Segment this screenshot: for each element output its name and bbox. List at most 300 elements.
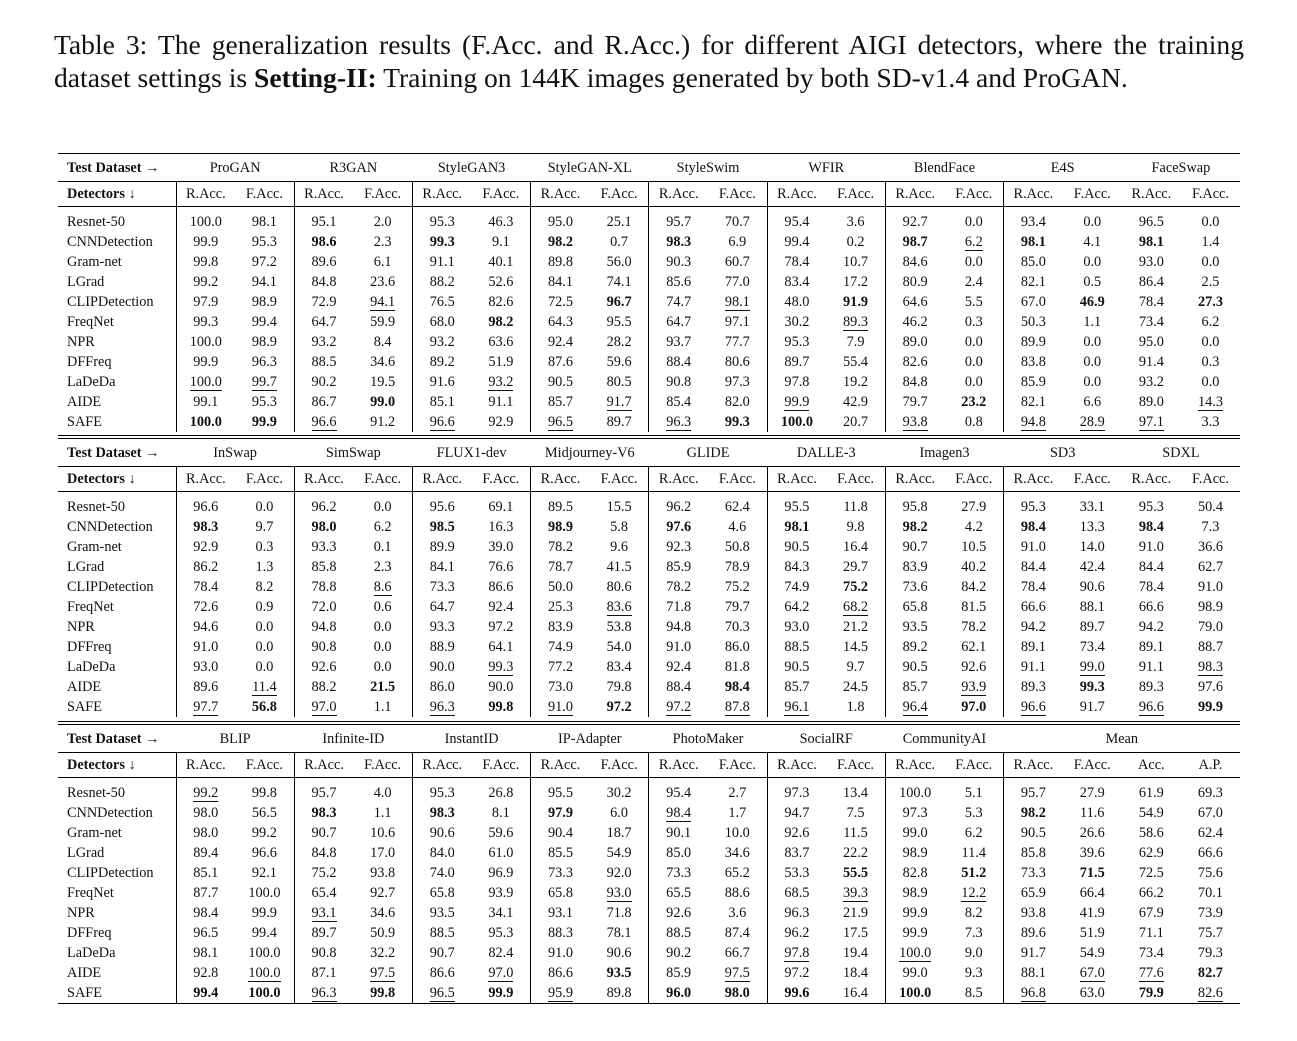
table-cell — [590, 597, 649, 617]
cell-value: 0.0 — [1083, 354, 1102, 370]
cell-value: 95.8 — [902, 499, 928, 515]
table-row — [58, 677, 1240, 697]
table-cell — [767, 207, 826, 233]
cell-value: 56.8 — [251, 699, 277, 715]
table-cell — [649, 517, 708, 537]
cell-value: 96.9 — [488, 865, 514, 881]
table-cell — [649, 537, 708, 557]
caption-suffix: Training on 144K images generated by both SD-v1.4 and ProGAN. — [376, 62, 1128, 93]
detector-name: AIDE — [67, 394, 102, 410]
table-cell — [590, 392, 649, 412]
table-cell — [1004, 292, 1063, 312]
cell-value: 95.5 — [606, 314, 632, 330]
table-cell — [885, 637, 944, 657]
cell-value: 0.3 — [964, 314, 983, 330]
cell-value: 93.2 — [429, 334, 455, 350]
cell-value: 92.1 — [251, 865, 277, 881]
cell-value: 91.1 — [1020, 659, 1046, 675]
table-cell — [1122, 823, 1181, 843]
table-cell — [531, 557, 590, 577]
table-cell — [944, 372, 1003, 392]
cell-value: 95.4 — [784, 214, 810, 230]
cell-value: 0.0 — [373, 659, 392, 675]
cell-value: 83.6 — [606, 599, 632, 615]
cell-value: 85.0 — [1020, 254, 1046, 270]
cell-value: 85.9 — [666, 559, 692, 575]
cell-value: 88.7 — [1197, 639, 1223, 655]
table-cell — [590, 492, 649, 518]
detector-name: LaDeDa — [67, 945, 116, 961]
table-cell — [1004, 207, 1063, 233]
cell-value: 99.9 — [1197, 699, 1223, 715]
table-cell — [767, 778, 826, 804]
cell-value: 86.2 — [193, 559, 219, 575]
cell-value: 89.9 — [1020, 334, 1046, 350]
cell-value: 85.8 — [1020, 845, 1046, 861]
cell-value: 1.8 — [846, 699, 865, 715]
table-cell — [1181, 252, 1240, 272]
table-cell — [235, 923, 294, 943]
dataset-name: PhotoMaker — [649, 723, 767, 753]
table-row — [58, 412, 1240, 432]
table-cell — [353, 372, 412, 392]
table-cell — [412, 983, 471, 1004]
cell-value: 67.0 — [1197, 805, 1223, 821]
table-cell — [767, 697, 826, 717]
cell-value: 74.1 — [606, 274, 632, 290]
detector-name: CLIPDetection — [67, 579, 154, 595]
detector-name: CNNDetection — [67, 805, 153, 821]
detector-name: FreqNet — [67, 314, 114, 330]
cell-value: 56.0 — [606, 254, 632, 270]
table-cell — [590, 292, 649, 312]
table-cell — [1063, 332, 1122, 352]
cell-value: 96.5 — [429, 985, 455, 1001]
cell-value: 64.1 — [488, 639, 514, 655]
cell-value: 89.3 — [1138, 679, 1164, 695]
table-cell — [1181, 883, 1240, 903]
table-cell — [590, 517, 649, 537]
table-cell — [176, 332, 235, 352]
metric-label: F.Acc. — [1181, 182, 1240, 207]
cell-value: 13.3 — [1079, 519, 1105, 535]
cell-value: 30.2 — [606, 785, 632, 801]
table-cell — [1181, 272, 1240, 292]
detector-name: SAFE — [67, 699, 102, 715]
table-cell — [1122, 352, 1181, 372]
cell-value: 7.3 — [1201, 519, 1220, 535]
cell-value: 34.6 — [724, 845, 750, 861]
table-cell — [767, 677, 826, 697]
cell-value: 17.5 — [843, 925, 869, 941]
cell-value: 0.0 — [255, 659, 274, 675]
table-cell — [531, 657, 590, 677]
table-cell — [885, 312, 944, 332]
cell-value: 6.2 — [1201, 314, 1220, 330]
table-cell — [885, 392, 944, 412]
cell-value: 0.0 — [255, 499, 274, 515]
cell-value: 99.3 — [724, 414, 750, 430]
cell-value: 97.9 — [193, 294, 219, 310]
detectors-label: Detectors ↓ — [58, 753, 176, 778]
cell-value: 62.9 — [1138, 845, 1164, 861]
cell-value: 36.6 — [1197, 539, 1223, 555]
cell-value: 96.3 — [784, 905, 810, 921]
cell-value: 75.6 — [1197, 865, 1223, 881]
cell-value: 1.1 — [373, 699, 392, 715]
cell-value: 84.8 — [902, 374, 928, 390]
table-cell — [1063, 778, 1122, 804]
results-table-block-1 — [58, 153, 1240, 432]
cell-value: 77.6 — [1138, 965, 1164, 981]
table-cell — [826, 863, 885, 883]
table-cell — [472, 352, 531, 372]
table-cell — [235, 778, 294, 804]
cell-value: 90.5 — [784, 659, 810, 675]
table-cell — [1181, 778, 1240, 804]
cell-value: 0.0 — [373, 619, 392, 635]
cell-value: 99.3 — [429, 234, 455, 250]
cell-value: 33.1 — [1079, 499, 1105, 515]
cell-value: 90.3 — [666, 254, 692, 270]
cell-value: 89.7 — [311, 925, 337, 941]
table-cell — [1063, 272, 1122, 292]
cell-value: 28.2 — [606, 334, 632, 350]
table-cell — [1181, 392, 1240, 412]
cell-value: 10.5 — [961, 539, 987, 555]
table-row — [58, 392, 1240, 412]
detector-name: CLIPDetection — [67, 865, 154, 881]
table-cell — [826, 372, 885, 392]
table-cell — [412, 617, 471, 637]
detector-name: DFFreq — [67, 354, 112, 370]
cell-value: 62.4 — [1197, 825, 1223, 841]
table-cell — [1004, 617, 1063, 637]
table-cell — [1063, 883, 1122, 903]
table-cell — [176, 272, 235, 292]
metric-label: R.Acc. — [412, 753, 471, 778]
table-cell — [1122, 232, 1181, 252]
cell-value: 99.0 — [902, 825, 928, 841]
cell-value: 94.7 — [784, 805, 810, 821]
cell-value: 92.9 — [193, 539, 219, 555]
table-cell — [1004, 963, 1063, 983]
cell-value: 98.5 — [429, 519, 455, 535]
table-cell — [1122, 292, 1181, 312]
table-cell — [472, 778, 531, 804]
table-cell — [1122, 943, 1181, 963]
cell-value: 66.7 — [724, 945, 750, 961]
dataset-header-row — [58, 723, 1240, 753]
metric-header-row — [58, 182, 1240, 207]
cell-value: 10.0 — [724, 825, 750, 841]
cell-value: 97.3 — [902, 805, 928, 821]
table-cell — [708, 332, 767, 352]
table-cell — [885, 412, 944, 432]
table-cell — [1122, 903, 1181, 923]
table-cell — [472, 843, 531, 863]
table-cell — [1004, 332, 1063, 352]
table-row — [58, 312, 1240, 332]
cell-value: 97.2 — [784, 965, 810, 981]
cell-value: 96.2 — [666, 499, 692, 515]
table-cell — [885, 577, 944, 597]
table-cell — [472, 292, 531, 312]
caption-prefix: Table 3: The generalization results (F.Acc. and R.Acc.) for different AIGI detectors, where the training dataset settings is — [54, 29, 1244, 93]
cell-value: 82.0 — [724, 394, 750, 410]
table-cell — [649, 657, 708, 677]
table-cell — [944, 923, 1003, 943]
table-cell — [176, 843, 235, 863]
table-cell — [826, 272, 885, 292]
cell-value: 0.1 — [373, 539, 392, 555]
table-cell — [649, 903, 708, 923]
table-cell — [472, 252, 531, 272]
table-cell — [294, 577, 353, 597]
table-cell — [412, 803, 471, 823]
cell-value: 0.0 — [1201, 254, 1220, 270]
cell-value: 69.1 — [488, 499, 514, 515]
table-cell — [1181, 537, 1240, 557]
table-cell — [294, 863, 353, 883]
cell-value: 8.1 — [491, 805, 510, 821]
table-row — [58, 332, 1240, 352]
table-cell — [1063, 803, 1122, 823]
cell-value: 50.8 — [724, 539, 750, 555]
table-cell — [176, 207, 235, 233]
table-cell — [235, 943, 294, 963]
cell-value: 86.6 — [488, 579, 514, 595]
cell-value: 94.1 — [251, 274, 277, 290]
table-cell — [885, 232, 944, 252]
metric-label: R.Acc. — [176, 182, 235, 207]
table-cell — [412, 823, 471, 843]
table-cell — [472, 903, 531, 923]
cell-value: 8.2 — [964, 905, 983, 921]
table-cell — [531, 207, 590, 233]
cell-value: 23.6 — [370, 274, 396, 290]
table-cell — [767, 352, 826, 372]
metric-label: R.Acc. — [1004, 467, 1063, 492]
table-cell — [1181, 843, 1240, 863]
table-cell — [1181, 923, 1240, 943]
cell-value: 88.5 — [311, 354, 337, 370]
dataset-name: StyleGAN-XL — [531, 154, 649, 182]
cell-value: 73.4 — [1138, 314, 1164, 330]
detector-name: LaDeDa — [67, 659, 116, 675]
detector-name: CLIPDetection — [67, 294, 154, 310]
cell-value: 88.4 — [666, 679, 692, 695]
cell-value: 77.0 — [724, 274, 750, 290]
cell-value: 99.0 — [370, 394, 396, 410]
detector-name: Gram-net — [67, 254, 122, 270]
table-cell — [708, 903, 767, 923]
table-cell — [708, 963, 767, 983]
cell-value: 96.6 — [429, 414, 455, 430]
dataset-name: FLUX1-dev — [412, 437, 530, 467]
cell-value: 89.0 — [1138, 394, 1164, 410]
table-cell — [1181, 557, 1240, 577]
table-cell — [353, 537, 412, 557]
cell-value: 90.8 — [311, 639, 337, 655]
cell-value: 68.0 — [429, 314, 455, 330]
metric-label: R.Acc. — [176, 467, 235, 492]
detector-name: Gram-net — [67, 539, 122, 555]
cell-value: 78.2 — [961, 619, 987, 635]
cell-value: 10.6 — [370, 825, 396, 841]
cell-value: 96.0 — [666, 985, 692, 1001]
table-cell — [412, 697, 471, 717]
table-cell — [353, 923, 412, 943]
table-cell — [767, 803, 826, 823]
cell-value: 74.9 — [784, 579, 810, 595]
cell-value: 89.3 — [1020, 679, 1046, 695]
table-cell — [826, 252, 885, 272]
metric-label: F.Acc. — [708, 182, 767, 207]
table-cell — [708, 557, 767, 577]
cell-value: 92.7 — [902, 214, 928, 230]
table-cell — [649, 207, 708, 233]
table-cell — [353, 577, 412, 597]
table-cell — [944, 352, 1003, 372]
cell-value: 0.0 — [1201, 214, 1220, 230]
cell-value: 0.0 — [255, 639, 274, 655]
cell-value: 95.3 — [251, 394, 277, 410]
table-cell — [649, 312, 708, 332]
cell-value: 82.8 — [902, 865, 928, 881]
dataset-name: BlendFace — [885, 154, 1003, 182]
table-cell — [944, 252, 1003, 272]
table-cell — [294, 657, 353, 677]
table-cell — [353, 983, 412, 1004]
cell-value: 0.8 — [964, 414, 983, 430]
cell-value: 8.5 — [964, 985, 983, 1001]
table-cell — [412, 332, 471, 352]
table-cell — [353, 863, 412, 883]
cell-value: 90.8 — [311, 945, 337, 961]
cell-value: 98.3 — [311, 805, 337, 821]
cell-value: 95.7 — [311, 785, 337, 801]
cell-value: 91.0 — [1197, 579, 1223, 595]
table-cell — [649, 943, 708, 963]
cell-value: 73.6 — [902, 579, 928, 595]
cell-value: 41.9 — [1079, 905, 1105, 921]
metric-label: R.Acc. — [1122, 467, 1181, 492]
dataset-name: R3GAN — [294, 154, 412, 182]
table-cell — [531, 292, 590, 312]
dataset-header-row — [58, 437, 1240, 467]
dataset-name: DALLE-3 — [767, 437, 885, 467]
table-row — [58, 617, 1240, 637]
table-cell — [1181, 577, 1240, 597]
table-cell — [412, 778, 471, 804]
table-cell — [235, 252, 294, 272]
table-cell — [235, 332, 294, 352]
cell-value: 94.8 — [311, 619, 337, 635]
table-cell — [235, 823, 294, 843]
cell-value: 80.6 — [606, 579, 632, 595]
cell-value: 100.0 — [899, 785, 932, 801]
table-cell — [590, 863, 649, 883]
table-cell — [826, 597, 885, 617]
table-cell — [294, 843, 353, 863]
cell-value: 0.0 — [255, 619, 274, 635]
table-cell — [1063, 372, 1122, 392]
cell-value: 84.4 — [1138, 559, 1164, 575]
table-cell — [1181, 312, 1240, 332]
cell-value: 95.3 — [784, 334, 810, 350]
cell-value: 98.9 — [902, 845, 928, 861]
cell-value: 84.1 — [429, 559, 455, 575]
cell-value: 9.7 — [255, 519, 274, 535]
table-cell — [885, 697, 944, 717]
cell-value: 2.7 — [728, 785, 747, 801]
cell-value: 84.8 — [311, 274, 337, 290]
metric-label: F.Acc. — [1181, 467, 1240, 492]
cell-value: 73.4 — [1079, 639, 1105, 655]
table-cell — [1181, 823, 1240, 843]
cell-value: 78.7 — [547, 559, 573, 575]
cell-value: 97.3 — [724, 374, 750, 390]
cell-value: 87.7 — [193, 885, 219, 901]
dataset-name: SimSwap — [294, 437, 412, 467]
cell-value: 6.6 — [1083, 394, 1102, 410]
cell-value: 24.5 — [843, 679, 869, 695]
table-cell — [944, 332, 1003, 352]
cell-value: 85.9 — [666, 965, 692, 981]
cell-value: 65.2 — [724, 865, 750, 881]
cell-value: 72.9 — [311, 294, 337, 310]
cell-value: 95.3 — [1020, 499, 1046, 515]
metric-label: A.P. — [1181, 753, 1240, 778]
cell-value: 70.3 — [724, 619, 750, 635]
cell-value: 5.3 — [964, 805, 983, 821]
table-cell — [472, 637, 531, 657]
dataset-name: ProGAN — [176, 154, 294, 182]
table-cell — [649, 843, 708, 863]
cell-value: 6.2 — [964, 234, 983, 250]
cell-value: 92.6 — [311, 659, 337, 675]
detector-name: NPR — [67, 619, 95, 635]
metric-label: F.Acc. — [590, 467, 649, 492]
cell-value: 42.4 — [1079, 559, 1105, 575]
cell-value: 79.3 — [1197, 945, 1223, 961]
table-cell — [767, 412, 826, 432]
cell-value: 65.9 — [1020, 885, 1046, 901]
table-cell — [176, 617, 235, 637]
cell-value: 90.7 — [902, 539, 928, 555]
table-cell — [412, 577, 471, 597]
cell-value: 90.0 — [429, 659, 455, 675]
cell-value: 14.3 — [1197, 394, 1223, 410]
cell-value: 84.3 — [784, 559, 810, 575]
cell-value: 99.8 — [251, 785, 277, 801]
detectors-label: Detectors ↓ — [58, 467, 176, 492]
table-cell — [944, 292, 1003, 312]
cell-value: 13.4 — [843, 785, 869, 801]
detector-name: LaDeDa — [67, 374, 116, 390]
cell-value: 39.0 — [488, 539, 514, 555]
cell-value: 86.0 — [429, 679, 455, 695]
cell-value: 71.5 — [1079, 865, 1105, 881]
cell-value: 100.0 — [899, 985, 932, 1001]
table-cell — [412, 843, 471, 863]
table-cell — [472, 232, 531, 252]
table-cell — [1004, 943, 1063, 963]
table-cell — [1063, 617, 1122, 637]
table-cell — [649, 778, 708, 804]
cell-value: 14.0 — [1079, 539, 1105, 555]
